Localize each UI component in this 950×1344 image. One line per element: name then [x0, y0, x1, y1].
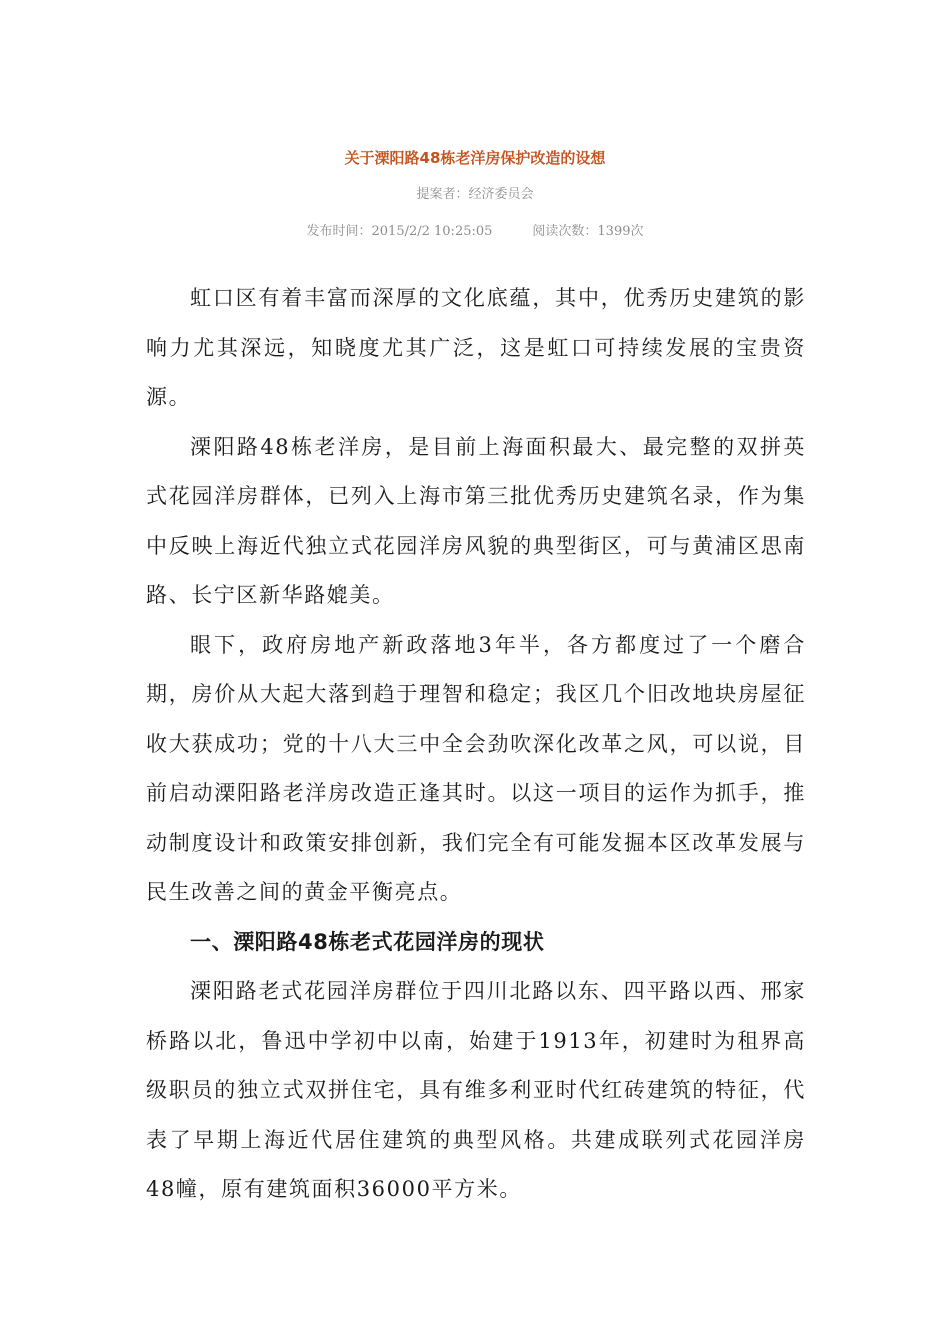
paragraph: 溧阳路老式花园洋房群位于四川北路以东、四平路以西、邢家桥路以北，鲁迅中学初中以南，始建于1913年，初建时为租界高级职员的独立式双拼住宅，具有维多利亚时代红砖建筑的特征，代表了早期上海近代居住建筑的典型风格。共建成联列式花园洋房48幢，原有建筑面积36000平方米。 [146, 979, 806, 1201]
paragraph: 溧阳路48栋老洋房，是目前上海面积最大、最完整的双拼英式花园洋房群体，已列入上海市第三批优秀历史建筑名录，作为集中反映上海近代独立式花园洋房风貌的典型街区，可与黄浦区思南路、长宁区新华路媲美。 [146, 434, 806, 607]
article-meta [0, 221, 950, 243]
view-count: 阅读次数：1399次 [532, 224, 644, 239]
paragraph: 虹口区有着丰富而深厚的文化底蕴，其中，优秀历史建筑的影响力尤其深远，知晓度尤其广泛，这是虹口可持续发展的宝贵资源。 [146, 286, 806, 409]
publish-time: 发布时间：2015/2/2 10:25:05 [306, 224, 493, 239]
section-heading: 一、溧阳路48栋老式花园洋房的现状 [190, 929, 545, 954]
paragraph: 眼下，政府房地产新政落地3年半，各方都度过了一个磨合期，房价从大起大落到趋于理智和稳定；我区几个旧改地块房屋征收大获成功；党的十八大三中全会劲吹深化改革之风，可以说，目前启动溧阳路老洋房改造正逢其时。以这一项目的运作为抓手，推动制度设计和政策安排创新，我们完全有可能发掘本区改革发展与民生改善之间的黄金平衡亮点。 [146, 632, 806, 904]
article-author: 提案者：经济委员会 [416, 187, 534, 202]
article-title: 关于溧阳路48栋老洋房保护改造的设想 [344, 149, 606, 167]
article-body [146, 274, 806, 1215]
